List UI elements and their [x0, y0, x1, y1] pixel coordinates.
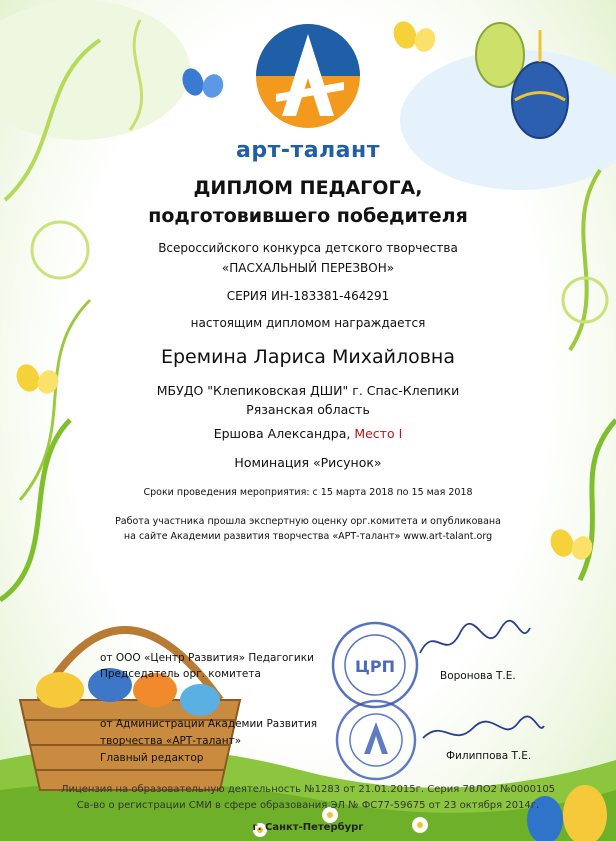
diploma-subtitle: подготовившего победителя [148, 205, 468, 227]
nomination: Номинация «Рисунок» [234, 455, 382, 470]
place-text: Место I [354, 426, 403, 441]
recipient-name: Еремина Лариса Михайловна [160, 346, 456, 368]
signer-2-org-cont: творчества «АРТ-талант» [100, 735, 242, 747]
city: г. Санкт-Петербург [252, 822, 364, 833]
art-talant-logo [252, 20, 364, 132]
logo-text: арт-талант [236, 138, 380, 163]
student-name: Ершова Александра, [213, 426, 351, 441]
event-dates: Сроки проведения мероприятия: с 15 марта 2018 по 15 мая 2018 [143, 487, 473, 498]
signature-voronova [415, 618, 535, 668]
series-number: СЕРИЯ ИН-183381-464291 [226, 289, 390, 303]
signer-2-org: от Администрации Академии Развития [100, 718, 318, 730]
signer-2-role: Главный редактор [100, 752, 204, 764]
signer-1-name: Воронова Т.Е. [440, 670, 516, 682]
organization-stamp [330, 620, 420, 710]
student-line [0, 426, 616, 441]
signature-filippova [418, 708, 548, 754]
academy-stamp [334, 698, 418, 782]
license-line: Лицензия на образовательную деятельность №1283 от 21.01.2015г. Серия 78ЛО2 №0000105 [60, 784, 556, 795]
registration-line: Св-во о регистрации СМИ в сфере образования ЭЛ № ФС77-59675 от 23 октября 2014г. [76, 800, 540, 811]
contest-name: «ПАСХАЛЬНЫЙ ПЕРЕЗВОН» [221, 261, 395, 275]
stamp-text: ЦРП [355, 657, 395, 676]
review-line-2: на сайте Академии развития творчества «АРТ-талант» www.art-talant.org [123, 531, 493, 542]
organization: МБУДО "Клепиковская ДШИ" г. Спас-Клепики Рязанская область [156, 383, 460, 417]
signer-1-role: Председатель орг. комитета [100, 668, 261, 680]
awarded-text: настоящим дипломом награждается [190, 316, 426, 330]
signer-1-org: от ООО «Центр Развития» Педагогики [100, 652, 314, 664]
diploma-title: ДИПЛОМ ПЕДАГОГА, [193, 177, 423, 199]
review-line-1: Работа участника прошла экспертную оценку орг.комитета и опубликована [115, 516, 501, 527]
butterfly-icon [179, 65, 227, 100]
signer-2-name: Филиппова Т.Е. [446, 750, 532, 762]
contest-line-1: Всероссийского конкурса детского творчества [158, 241, 458, 255]
